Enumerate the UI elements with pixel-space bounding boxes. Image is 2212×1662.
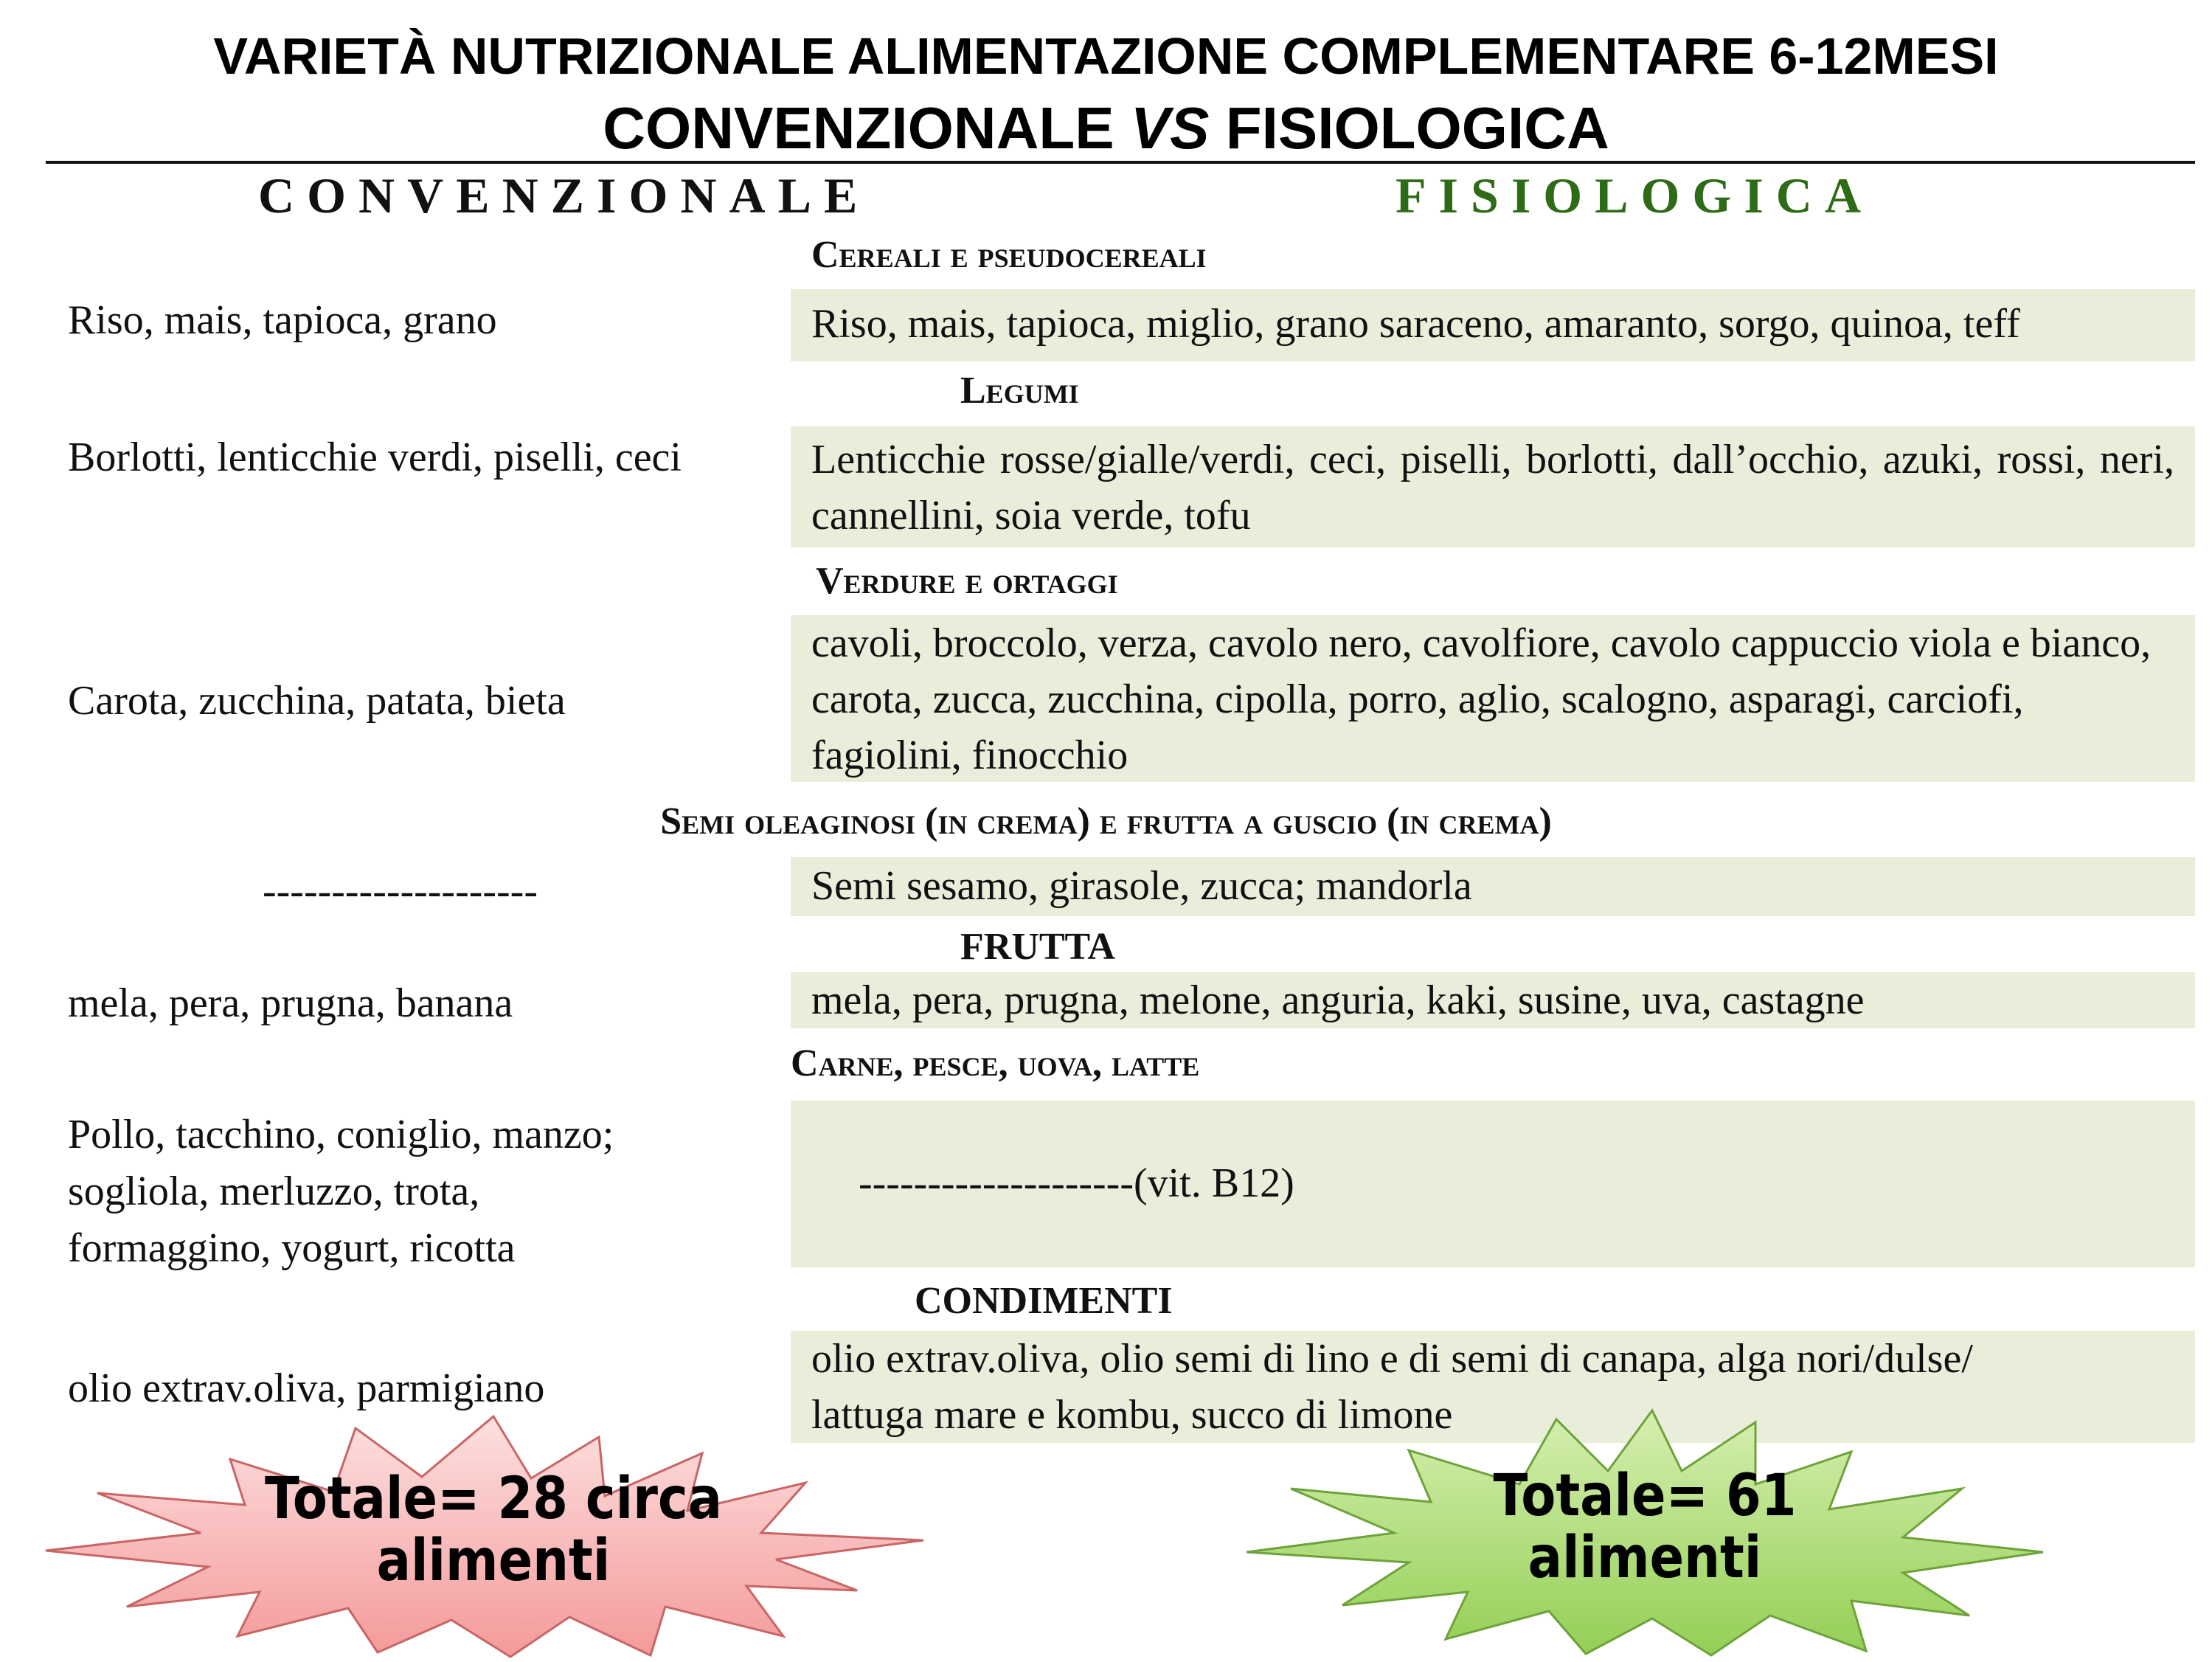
section-heading-meat-fish: Carne, pesce, uova, latte xyxy=(791,1042,1200,1084)
page-subtitle xyxy=(0,94,2212,162)
section-heading-vegetables: Verdure e ortaggi xyxy=(816,560,1118,602)
column-header-conventional: CONVENZIONALE xyxy=(258,167,870,224)
total-conventional-text xyxy=(93,1468,894,1592)
conventional-meat-fish-line-3: formaggino, yogurt, ricotta xyxy=(68,1225,516,1271)
physiological-seeds-nuts: Semi sesamo, girasole, zucca; mandorla xyxy=(811,863,1472,909)
subtitle-part-2: FISIOLOGICA xyxy=(1209,95,1609,161)
section-heading-fruit: FRUTTA xyxy=(960,926,1115,968)
physiological-cereals: Riso, mais, tapioca, miglio, grano saraceno, amaranto, sorgo, quinoa, teff xyxy=(811,301,2020,347)
total-conventional-starburst xyxy=(38,1415,949,1658)
conventional-vegetables: Carota, zucchina, patata, bieta xyxy=(68,678,566,724)
total-physiological-line-1: Totale= 61 xyxy=(1493,1463,1797,1529)
physiological-cereals-box xyxy=(791,289,2195,361)
total-conventional-line-2: alimenti xyxy=(376,1528,611,1594)
conventional-meat-fish-line-2: sogliola, merluzzo, trota, xyxy=(68,1168,480,1214)
physiological-condiments-line-2: lattuga mare e kombu, succo di limone xyxy=(811,1392,1453,1438)
conventional-meat-fish-line-1: Pollo, tacchino, coniglio, manzo; xyxy=(68,1112,614,1157)
total-conventional-line-1: Totale= 28 circa xyxy=(265,1466,722,1532)
total-physiological-starburst xyxy=(1239,1407,2050,1658)
total-physiological-text xyxy=(1288,1465,2002,1589)
conventional-condiments: olio extrav.oliva, parmigiano xyxy=(68,1365,545,1411)
section-heading-legumes: Legumi xyxy=(960,370,1079,412)
section-heading-cereals: Cereali e pseudocereali xyxy=(811,234,1207,276)
physiological-legumes-box xyxy=(791,426,2195,547)
subtitle-part-1: CONVENZIONALE xyxy=(603,95,1131,161)
page-title: VARIETÀ NUTRIZIONALE ALIMENTAZIONE COMPLEMENTARE 6-12MESI xyxy=(213,27,1999,85)
column-header-physiological: FISIOLOGICA xyxy=(1395,167,1873,224)
conventional-fruit: mela, pera, prugna, banana xyxy=(68,980,513,1026)
physiological-meat-fish-box xyxy=(791,1101,2195,1267)
conventional-legumes: Borlotti, lenticchie verdi, piselli, ceci xyxy=(68,434,682,480)
physiological-vegetables: cavoli, broccolo, verza, cavolo nero, cavolfiore, cavolo cappuccio viola e bianco, carota, zucca, zucchina, cipolla, porro, aglio, scalogno, asparagi, carciofi, fagiolini, finocchio xyxy=(811,620,2152,778)
total-physiological-line-2: alimenti xyxy=(1528,1525,1762,1591)
physiological-vegetables-box xyxy=(791,615,2195,782)
physiological-condiments-line-1: olio extrav.oliva, olio semi di lino e di semi di canapa, alga nori/dulse/ xyxy=(811,1336,1973,1382)
physiological-legumes: Lenticchie rosse/gialle/verdi, ceci, piselli, borlotti, dall’occhio, azuki, rossi, neri, cannellini, soia verde, tofu xyxy=(811,437,2174,539)
conventional-cereals: Riso, mais, tapioca, grano xyxy=(68,297,497,343)
title-divider xyxy=(46,161,2195,164)
physiological-meat-fish: --------------------(vit. B12) xyxy=(859,1160,1294,1206)
conventional-seeds-nuts: -------------------- xyxy=(263,868,538,914)
section-heading-condiments: CONDIMENTI xyxy=(915,1280,1173,1322)
physiological-fruit: mela, pera, prugna, melone, anguria, kaki, susine, uva, castagne xyxy=(811,977,1865,1023)
physiological-seeds-nuts-box xyxy=(791,857,2195,916)
physiological-fruit-box xyxy=(791,972,2195,1028)
section-heading-seeds-nuts: Semi oleaginosi (in crema) e frutta a guscio (in crema) xyxy=(660,800,1552,842)
subtitle-vs: VS xyxy=(1130,95,1210,161)
